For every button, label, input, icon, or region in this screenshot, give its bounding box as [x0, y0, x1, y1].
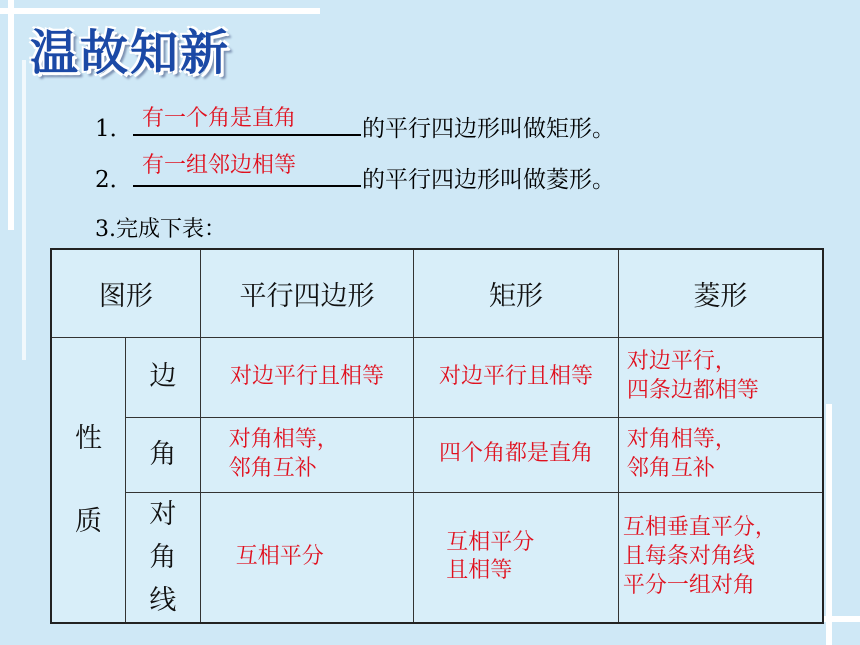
cell-text: 邻角互补 — [626, 455, 715, 481]
cell-text: 对角相等， — [228, 426, 339, 452]
decor-bar-right — [826, 404, 832, 645]
row-label-sides: 边 — [126, 337, 201, 417]
group-label-char-1: 性 — [75, 422, 103, 454]
question-2 — [95, 161, 133, 194]
row-label-angles: 角 — [126, 417, 201, 492]
cell-text: 互相平分 — [235, 543, 324, 569]
question-2-suffix: 的平行四边形叫做菱形。 — [362, 167, 615, 193]
question-3 — [95, 212, 226, 243]
properties-table — [50, 248, 824, 624]
cell-text: 对边平行且相等 — [439, 363, 594, 389]
table-row-sides — [51, 337, 823, 417]
header-rectangle: 矩形 — [414, 249, 619, 337]
cell-parallelogram-sides — [200, 337, 414, 417]
cell-rhombus-angles — [618, 417, 823, 492]
question-2-number: 2． — [95, 167, 133, 193]
cell-text: 邻角互补 — [228, 455, 317, 481]
question-1 — [95, 110, 133, 143]
header-parallelogram: 平行四边形 — [200, 249, 414, 337]
question-1-answer: 有一个角是直角 — [142, 106, 297, 131]
row-label-char: 角 — [149, 541, 177, 573]
cell-rectangle-angles — [414, 417, 619, 492]
cell-text: 平分一组对角 — [622, 572, 755, 598]
cell-rhombus-sides — [618, 337, 823, 417]
cell-text: 且相等 — [446, 558, 513, 584]
header-rhombus: 菱形 — [618, 249, 823, 337]
cell-text: 对角相等， — [626, 426, 737, 452]
row-label-char: 对 — [149, 498, 177, 530]
cell-text: 且每条对角线 — [622, 543, 755, 569]
question-1-suffix: 的平行四边形叫做矩形。 — [362, 116, 615, 142]
question-1-blank — [133, 134, 361, 136]
group-label-char-2: 质 — [75, 505, 103, 537]
table-header-row — [51, 249, 823, 337]
header-shape: 图形 — [51, 249, 200, 337]
page-title: 温故知新 — [30, 25, 231, 81]
question-2-answer: 有一组邻边相等 — [142, 153, 297, 178]
row-label-char: 线 — [149, 584, 177, 616]
table-row-angles — [51, 417, 823, 492]
cell-rectangle-diagonals — [414, 492, 619, 623]
row-label-diagonals — [126, 492, 201, 623]
question-3-number: 3. — [95, 217, 116, 242]
cell-text: 四条边都相等 — [626, 378, 759, 403]
decor-bar-left-top — [8, 0, 14, 230]
cell-text: 互相平分 — [446, 529, 535, 555]
cell-rectangle-sides — [414, 337, 619, 417]
cell-rhombus-diagonals — [618, 492, 823, 623]
question-1-number: 1． — [95, 116, 133, 142]
group-label-properties — [51, 337, 126, 623]
cell-text: 四个角都是直角 — [439, 441, 594, 467]
cell-text: 互相垂直平分， — [622, 515, 777, 541]
decor-bar-left-accent — [22, 60, 26, 360]
cell-text: 对边平行且相等 — [229, 363, 384, 389]
cell-parallelogram-angles — [200, 417, 414, 492]
cell-text: 对边平行， — [626, 349, 737, 375]
question-3-prompt: 完成下表： — [116, 217, 227, 242]
question-2-blank — [133, 185, 361, 187]
cell-parallelogram-diagonals — [200, 492, 414, 623]
table-row-diagonals — [51, 492, 823, 623]
